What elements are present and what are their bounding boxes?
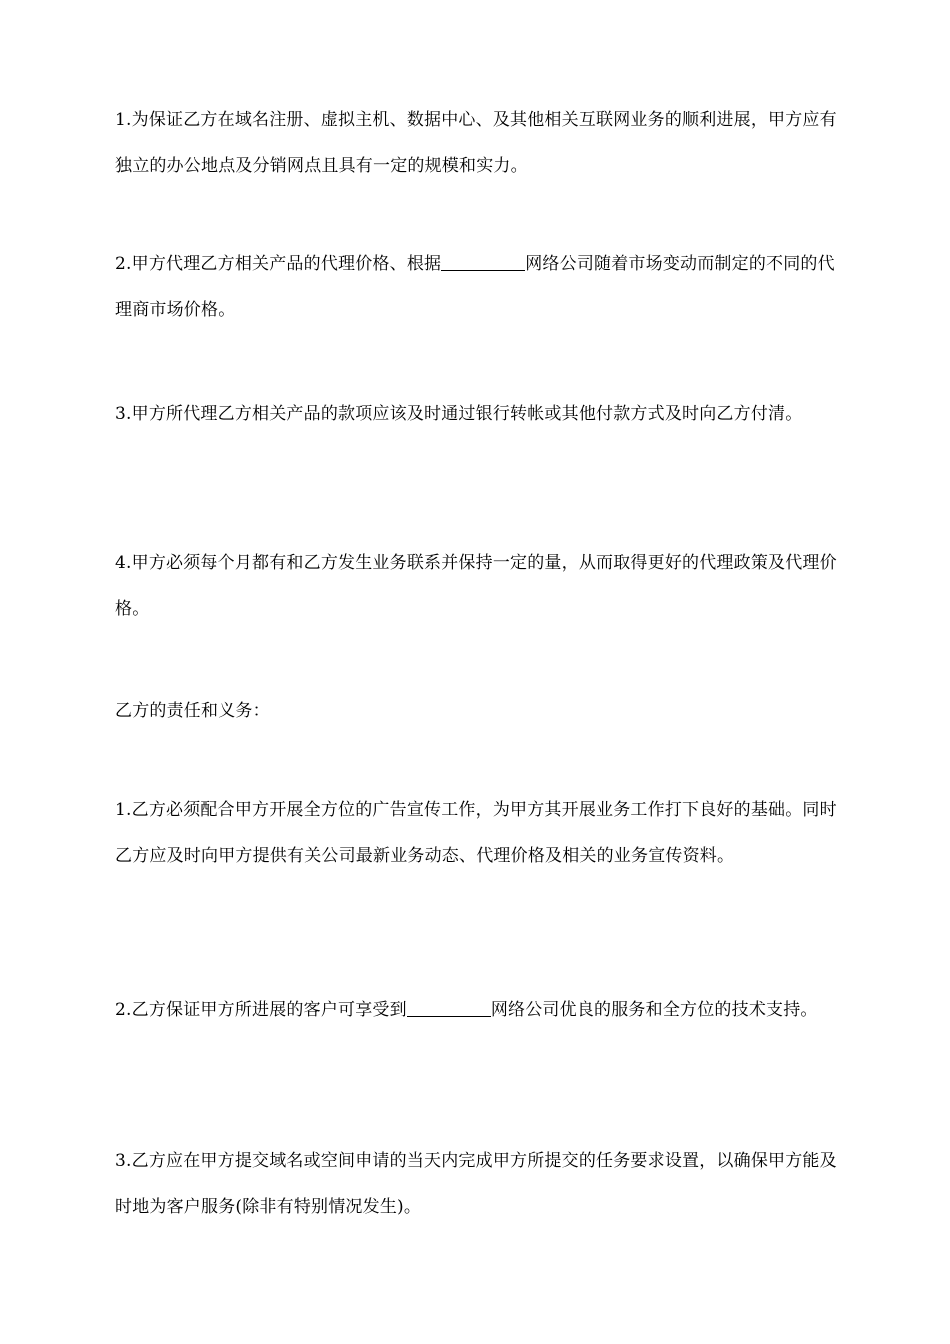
party-a-item-3-text: 3.甲方所代理乙方相关产品的款项应该及时通过银行转帐或其他付款方式及时向乙方付清。 (115, 404, 803, 424)
party-a-item-1-text: 1.为保证乙方在域名注册、虚拟主机、数据中心、及其他相关互联网业务的顺利进展，甲方应有独立的办公地点及分销网点且具有一定的规模和实力。 (115, 110, 837, 176)
fill-in-blank (407, 998, 491, 1017)
party-b-heading (115, 688, 845, 734)
party-b-heading-text: 乙方的责任和义务： (115, 701, 270, 721)
party-a-item-2-text-post: 网络公司随着市场变动而制定的不同的代理商市场价格。 (115, 254, 835, 320)
party-a-item-2-text-pre: 2.甲方代理乙方相关产品的代理价格、根据 (115, 254, 442, 274)
party-b-item-2-text-post: 网络公司优良的服务和全方位的技术支持。 (490, 1000, 818, 1020)
party-b-item-3 (115, 1138, 845, 1230)
party-a-item-3 (115, 391, 845, 437)
party-a-item-2 (115, 241, 845, 333)
party-b-item-1-text: 1.乙方必须配合甲方开展全方位的广告宣传工作，为甲方其开展业务工作打下良好的基础。同时乙方应及时向甲方提供有关公司最新业务动态、代理价格及相关的业务宣传资料。 (115, 800, 837, 866)
party-b-item-2 (115, 987, 845, 1033)
party-b-item-3-text: 3.乙方应在甲方提交域名或空间申请的当天内完成甲方所提交的任务要求设置，以确保甲方能及时地为客户服务(除非有特别情况发生)。 (115, 1151, 837, 1217)
party-b-item-1 (115, 787, 845, 879)
party-a-item-1 (115, 97, 845, 189)
party-a-item-4-text: 4.甲方必须每个月都有和乙方发生业务联系并保持一定的量，从而取得更好的代理政策及代理价格。 (115, 553, 837, 619)
party-a-item-4 (115, 540, 845, 632)
party-b-item-2-text-pre: 2.乙方保证甲方所进展的客户可享受到 (115, 1000, 407, 1020)
fill-in-blank (441, 252, 525, 271)
